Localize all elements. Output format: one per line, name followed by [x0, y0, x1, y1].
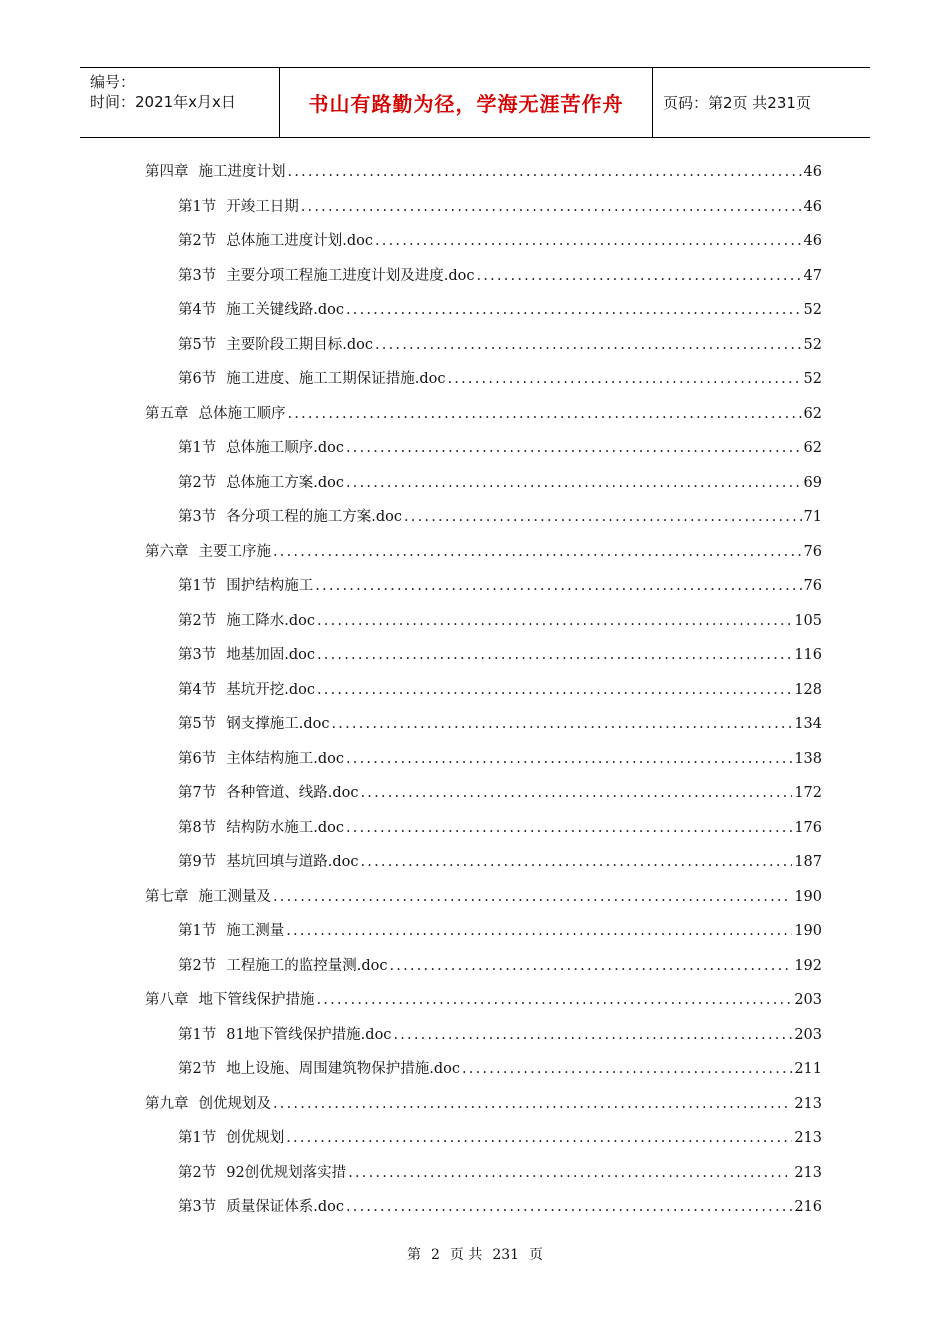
toc-entry-label [145, 397, 286, 432]
toc-entry-title: 基坑回填与道路.doc [226, 854, 359, 870]
toc-dot-leader [360, 845, 792, 880]
toc-entry-label [178, 293, 344, 328]
toc-entry-title: 工程施工的监控量测.doc [226, 957, 388, 974]
toc-entry-title: 81地下管线保护措施.doc [226, 1026, 392, 1043]
toc-entry-page: 172 [794, 785, 822, 801]
toc-dot-leader [288, 155, 802, 190]
toc-section-entry[interactable] [145, 431, 822, 466]
toc-dot-leader [375, 224, 802, 259]
toc-entry-title: 施工测量及 [198, 888, 271, 905]
toc-entry-page: 62 [803, 440, 822, 456]
toc-section-entry[interactable] [145, 949, 822, 984]
serial-number-label: 编号： [90, 73, 136, 91]
toc-entry-title: 结构防水施工.doc [226, 819, 344, 836]
toc-entry-page: 213 [794, 1164, 822, 1181]
toc-entry-label [145, 155, 286, 190]
toc-entry-page: 192 [794, 957, 822, 974]
toc-entry-label [178, 466, 344, 501]
toc-entry-number: 第1节 [178, 198, 217, 215]
toc-entry-number: 第3节 [178, 509, 217, 525]
toc-entry-number: 第3节 [178, 267, 217, 284]
toc-chapter-entry[interactable] [145, 983, 822, 1018]
page-footer [0, 1244, 950, 1264]
toc-entry-label [145, 1087, 271, 1122]
toc-entry-title: 质量保证体系.doc [226, 1199, 344, 1215]
toc-entry-number: 第9节 [178, 854, 217, 870]
toc-entry-title: 地上设施、周围建筑物保护措施.doc [226, 1061, 460, 1077]
toc-entry-number: 第四章 [145, 164, 189, 180]
toc-entry-title: 地基加固.doc [226, 647, 315, 663]
toc-entry-label [178, 914, 284, 949]
toc-section-entry[interactable] [145, 293, 822, 328]
toc-entry-title: 施工降水.doc [226, 612, 315, 629]
toc-dot-leader [317, 983, 793, 1018]
toc-dot-leader [331, 707, 792, 742]
toc-dot-leader [346, 742, 792, 777]
toc-chapter-entry[interactable] [145, 535, 822, 570]
toc-dot-leader [346, 466, 802, 501]
toc-section-entry[interactable] [145, 811, 822, 846]
toc-entry-number: 第2节 [178, 957, 217, 974]
toc-dot-leader [348, 1156, 792, 1191]
toc-section-entry[interactable] [145, 845, 822, 880]
toc-entry-page: 52 [803, 302, 822, 318]
toc-entry-page: 105 [794, 612, 822, 629]
toc-entry-title: 主要分项工程施工进度计划及进度.doc [226, 267, 475, 284]
toc-entry-page: 46 [803, 198, 822, 215]
toc-entry-number: 第九章 [145, 1095, 189, 1112]
page-header [80, 67, 870, 138]
toc-entry-title: 基坑开挖.doc [226, 681, 315, 698]
toc-entry-page: 190 [794, 888, 822, 905]
toc-entry-number: 第五章 [145, 405, 189, 422]
toc-entry-number: 第6节 [178, 750, 217, 767]
toc-entry-title: 施工进度计划 [198, 164, 286, 180]
toc-dot-leader [462, 1052, 792, 1087]
toc-entry-label [178, 776, 358, 811]
toc-dot-leader [286, 914, 792, 949]
toc-entry-label [178, 1156, 346, 1191]
toc-entry-label [178, 362, 445, 397]
toc-entry-page: 138 [794, 750, 822, 767]
toc-section-entry[interactable] [145, 569, 822, 604]
toc-dot-leader [317, 604, 792, 639]
toc-section-entry[interactable] [145, 638, 822, 673]
toc-entry-label [145, 535, 271, 570]
toc-dot-leader [393, 1018, 792, 1053]
toc-dot-leader [346, 293, 802, 328]
toc-entry-label [145, 983, 315, 1018]
toc-entry-number: 第2节 [178, 1164, 217, 1181]
toc-entry-label [145, 880, 271, 915]
toc-entry-number: 第6节 [178, 371, 217, 387]
toc-entry-title: 总体施工顺序 [198, 405, 286, 422]
toc-chapter-entry[interactable] [145, 1087, 822, 1122]
toc-entry-number: 第1节 [178, 1130, 217, 1146]
toc-entry-label [178, 707, 329, 742]
toc-dot-leader [286, 1121, 792, 1156]
toc-entry-page: 211 [794, 1061, 822, 1077]
toc-dot-leader [317, 638, 792, 673]
toc-entry-label [178, 431, 344, 466]
toc-entry-label [178, 845, 358, 880]
toc-entry-page: 46 [803, 233, 822, 249]
toc-dot-leader [273, 535, 802, 570]
toc-entry-label [178, 1121, 284, 1156]
date-label: 时间：2021年x月x日 [90, 93, 236, 111]
toc-entry-title: 施工进度、施工工期保证措施.doc [226, 371, 446, 387]
toc-entry-page: 116 [794, 647, 822, 663]
toc-entry-label [178, 259, 474, 294]
toc-dot-leader [375, 328, 802, 363]
toc-entry-number: 第七章 [145, 888, 189, 905]
toc-entry-title: 总体施工方案.doc [226, 474, 344, 491]
footer-suffix: 页 [529, 1247, 544, 1263]
toc-dot-leader [346, 431, 802, 466]
toc-entry-title: 各种管道、线路.doc [226, 785, 359, 801]
toc-entry-label [178, 742, 344, 777]
toc-entry-page: 62 [803, 405, 822, 422]
header-motto: 书山有路勤为径，学海无涯苦作舟 [280, 68, 653, 137]
toc-section-entry[interactable] [145, 673, 822, 708]
toc-entry-number: 第1节 [178, 1026, 217, 1043]
toc-entry-number: 第4节 [178, 681, 217, 698]
toc-section-entry[interactable] [145, 742, 822, 777]
toc-entry-label [178, 569, 313, 604]
toc-entry-page: 128 [794, 681, 822, 698]
toc-section-entry[interactable] [145, 914, 822, 949]
toc-entry-label [178, 190, 299, 225]
toc-section-entry[interactable] [145, 190, 822, 225]
toc-entry-label [178, 949, 387, 984]
toc-entry-page: 187 [794, 854, 822, 870]
toc-entry-label [178, 638, 315, 673]
toc-entry-number: 第7节 [178, 785, 217, 801]
toc-entry-page: 52 [803, 336, 822, 353]
toc-entry-number: 第4节 [178, 302, 217, 318]
toc-dot-leader [389, 949, 792, 984]
toc-entry-number: 第5节 [178, 336, 217, 353]
toc-entry-page: 76 [803, 578, 822, 594]
toc-dot-leader [346, 811, 792, 846]
toc-dot-leader [476, 259, 801, 294]
toc-entry-page: 203 [794, 1026, 822, 1043]
toc-chapter-entry[interactable] [145, 397, 822, 432]
toc-entry-page: 76 [803, 543, 822, 560]
toc-entry-title: 主要工序施 [198, 543, 271, 560]
toc-entry-title: 围护结构施工 [226, 578, 314, 594]
toc-section-entry[interactable] [145, 362, 822, 397]
toc-dot-leader [273, 880, 792, 915]
toc-entry-page: 47 [803, 267, 822, 284]
toc-entry-title: 主要阶段工期目标.doc [226, 336, 373, 353]
toc-entry-title: 创优规划 [226, 1130, 285, 1146]
toc-entry-number: 第5节 [178, 716, 217, 732]
toc-entry-title: 开竣工日期 [226, 198, 299, 215]
toc-entry-label [178, 1190, 344, 1225]
toc-entry-label [178, 811, 344, 846]
toc-section-entry[interactable] [145, 259, 822, 294]
header-page-info: 页码：第2页 共231页 [663, 94, 811, 112]
toc-entry-label [178, 328, 373, 363]
toc-entry-title: 施工关键线路.doc [226, 302, 344, 318]
toc-entry-label [178, 1018, 391, 1053]
toc-entry-number: 第1节 [178, 923, 217, 939]
toc-entry-page: 190 [794, 923, 822, 939]
toc-dot-leader [360, 776, 792, 811]
table-of-contents [145, 155, 822, 1225]
toc-entry-title: 总体施工进度计划.doc [226, 233, 373, 249]
toc-section-entry[interactable] [145, 224, 822, 259]
toc-section-entry[interactable] [145, 604, 822, 639]
toc-entry-number: 第2节 [178, 612, 217, 629]
toc-entry-page: 52 [803, 371, 822, 387]
toc-section-entry[interactable] [145, 776, 822, 811]
toc-entry-page: 213 [794, 1095, 822, 1112]
toc-chapter-entry[interactable] [145, 880, 822, 915]
toc-dot-leader [315, 569, 801, 604]
toc-dot-leader [447, 362, 801, 397]
footer-mid: 页 共 [449, 1247, 483, 1263]
toc-entry-title: 总体施工顺序.doc [226, 440, 344, 456]
toc-entry-number: 第8节 [178, 819, 217, 836]
toc-dot-leader [317, 673, 792, 708]
toc-entry-title: 92创优规划落实措 [226, 1164, 347, 1181]
toc-entry-number: 第2节 [178, 474, 217, 491]
toc-dot-leader [404, 500, 802, 535]
toc-entry-number: 第1节 [178, 578, 217, 594]
toc-entry-title: 主体结构施工.doc [226, 750, 344, 767]
toc-entry-number: 第八章 [145, 992, 189, 1008]
toc-entry-number: 第3节 [178, 647, 217, 663]
toc-dot-leader [301, 190, 802, 225]
toc-section-entry[interactable] [145, 1018, 822, 1053]
toc-section-entry[interactable] [145, 1190, 822, 1225]
footer-page-number: 2 [430, 1247, 440, 1263]
toc-entry-label [178, 673, 315, 708]
toc-section-entry[interactable] [145, 1156, 822, 1191]
toc-section-entry[interactable] [145, 1052, 822, 1087]
toc-entry-title: 地下管线保护措施 [198, 992, 315, 1008]
toc-chapter-entry[interactable] [145, 155, 822, 190]
toc-entry-title: 施工测量 [226, 923, 285, 939]
toc-entry-label [178, 500, 402, 535]
header-meta [80, 68, 280, 137]
toc-section-entry[interactable] [145, 707, 822, 742]
toc-dot-leader [346, 1190, 792, 1225]
toc-entry-page: 71 [803, 509, 822, 525]
toc-entry-page: 69 [803, 474, 822, 491]
toc-entry-label [178, 1052, 460, 1087]
toc-entry-number: 第六章 [145, 543, 189, 560]
toc-entry-number: 第2节 [178, 1061, 217, 1077]
toc-entry-page: 216 [794, 1199, 822, 1215]
toc-section-entry[interactable] [145, 500, 822, 535]
toc-entry-number: 第3节 [178, 1199, 217, 1215]
toc-section-entry[interactable] [145, 328, 822, 363]
toc-entry-page: 46 [803, 164, 822, 180]
toc-entry-title: 钢支撑施工.doc [226, 716, 330, 732]
footer-total-pages: 231 [492, 1247, 520, 1263]
toc-section-entry[interactable] [145, 466, 822, 501]
toc-entry-title: 创优规划及 [198, 1095, 271, 1112]
toc-entry-page: 213 [794, 1130, 822, 1146]
toc-entry-label [178, 224, 373, 259]
toc-entry-page: 176 [794, 819, 822, 836]
toc-entry-title: 各分项工程的施工方案.doc [226, 509, 402, 525]
toc-entry-page: 134 [794, 716, 822, 732]
footer-prefix: 第 [406, 1247, 421, 1263]
toc-entry-number: 第1节 [178, 440, 217, 456]
toc-dot-leader [288, 397, 802, 432]
toc-entry-page: 203 [794, 992, 822, 1008]
toc-entry-number: 第2节 [178, 233, 217, 249]
toc-section-entry[interactable] [145, 1121, 822, 1156]
toc-entry-label [178, 604, 315, 639]
toc-dot-leader [273, 1087, 792, 1122]
